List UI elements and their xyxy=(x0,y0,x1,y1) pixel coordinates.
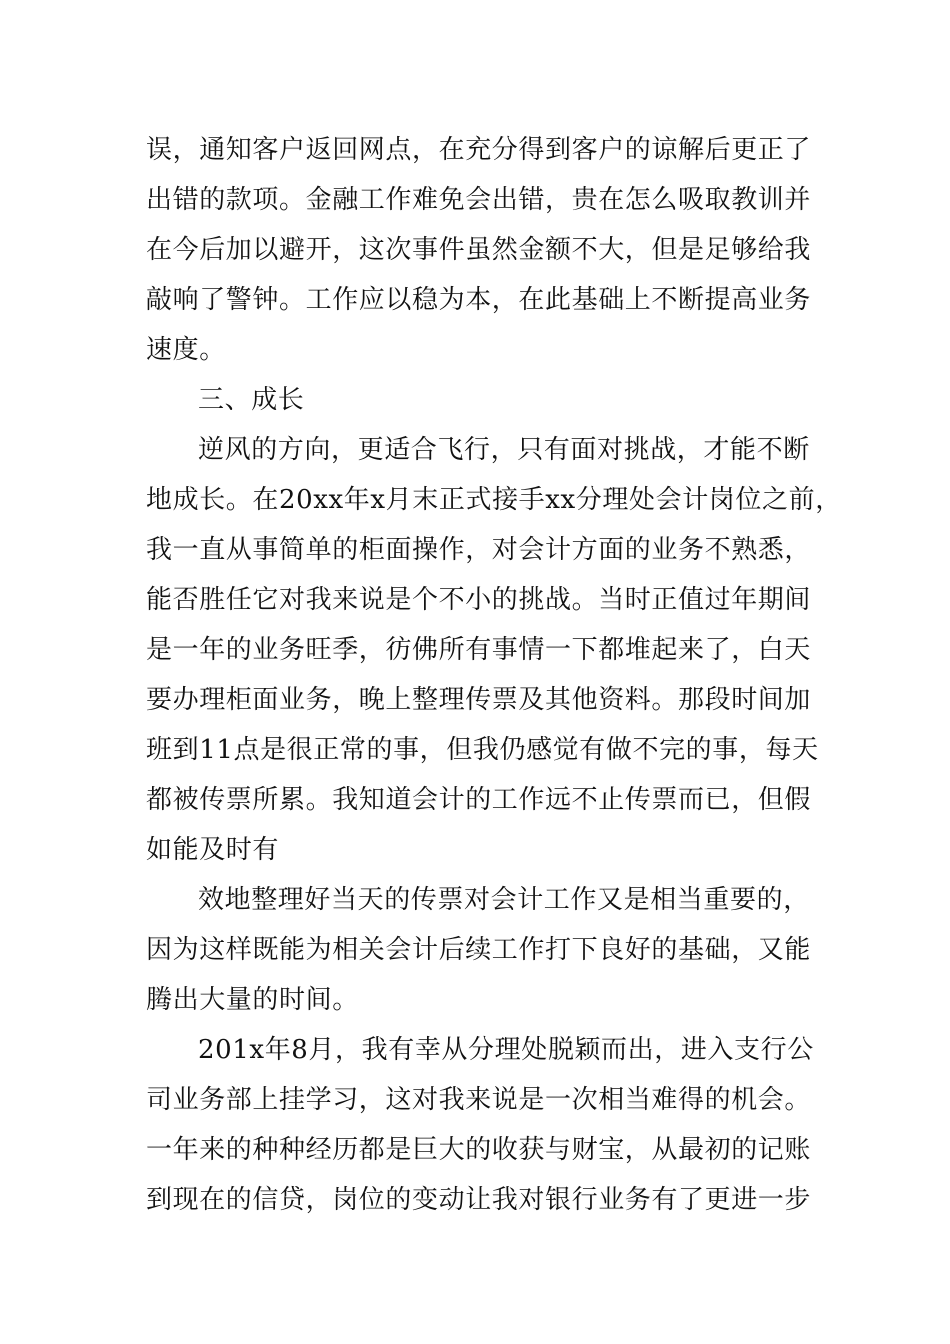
text-line: 到现在的信贷，岗位的变动让我对银行业务有了更进一步 xyxy=(146,1185,812,1215)
paragraph-start-line: 201x年8月，我有幸从分理处脱颖而出，进入支行公 xyxy=(198,1035,814,1065)
text-line: 因为这样既能为相关会计后续工作打下良好的基础，又能 xyxy=(146,935,812,965)
text-line: 司业务部上挂学习，这对我来说是一次相当难得的机会。 xyxy=(146,1085,812,1115)
text-line: 能否胜任它对我来说是个不小的挑战。当时正值过年期间 xyxy=(146,585,812,615)
text-line: 误，通知客户返回网点，在充分得到客户的谅解后更正了 xyxy=(146,135,812,165)
text-line: 在今后加以避开，这次事件虽然金额不大，但是足够给我 xyxy=(146,235,812,265)
paragraph-start-line: 逆风的方向，更适合飞行，只有面对挑战，才能不断 xyxy=(198,435,810,465)
text-line: 如能及时有 xyxy=(146,835,280,865)
section-heading: 三、成长 xyxy=(198,385,305,415)
text-line: 一年来的种种经历都是巨大的收获与财宝，从最初的记账 xyxy=(146,1135,812,1165)
text-line: 要办理柜面业务，晚上整理传票及其他资料。那段时间加 xyxy=(146,685,812,715)
text-line: 腾出大量的时间。 xyxy=(146,985,359,1015)
text-line: 我一直从事简单的柜面操作，对会计方面的业务不熟悉， xyxy=(146,535,812,565)
text-line: 都被传票所累。我知道会计的工作远不止传票而已，但假 xyxy=(146,785,812,815)
text-line: 敲响了警钟。工作应以稳为本，在此基础上不断提高业务 xyxy=(146,285,812,315)
text-line: 出错的款项。金融工作难免会出错，贵在怎么吸取教训并 xyxy=(146,185,812,215)
text-line: 地成长。在20xx年x月末正式接手xx分理处会计岗位之前， xyxy=(146,485,842,515)
paragraph-start-line: 效地整理好当天的传票对会计工作又是相当重要的， xyxy=(198,885,810,915)
text-line: 班到11点是很正常的事，但我仍感觉有做不完的事，每天 xyxy=(146,735,819,765)
text-line: 是一年的业务旺季，彷佛所有事情一下都堆起来了，白天 xyxy=(146,635,812,665)
text-line: 速度。 xyxy=(146,335,226,365)
